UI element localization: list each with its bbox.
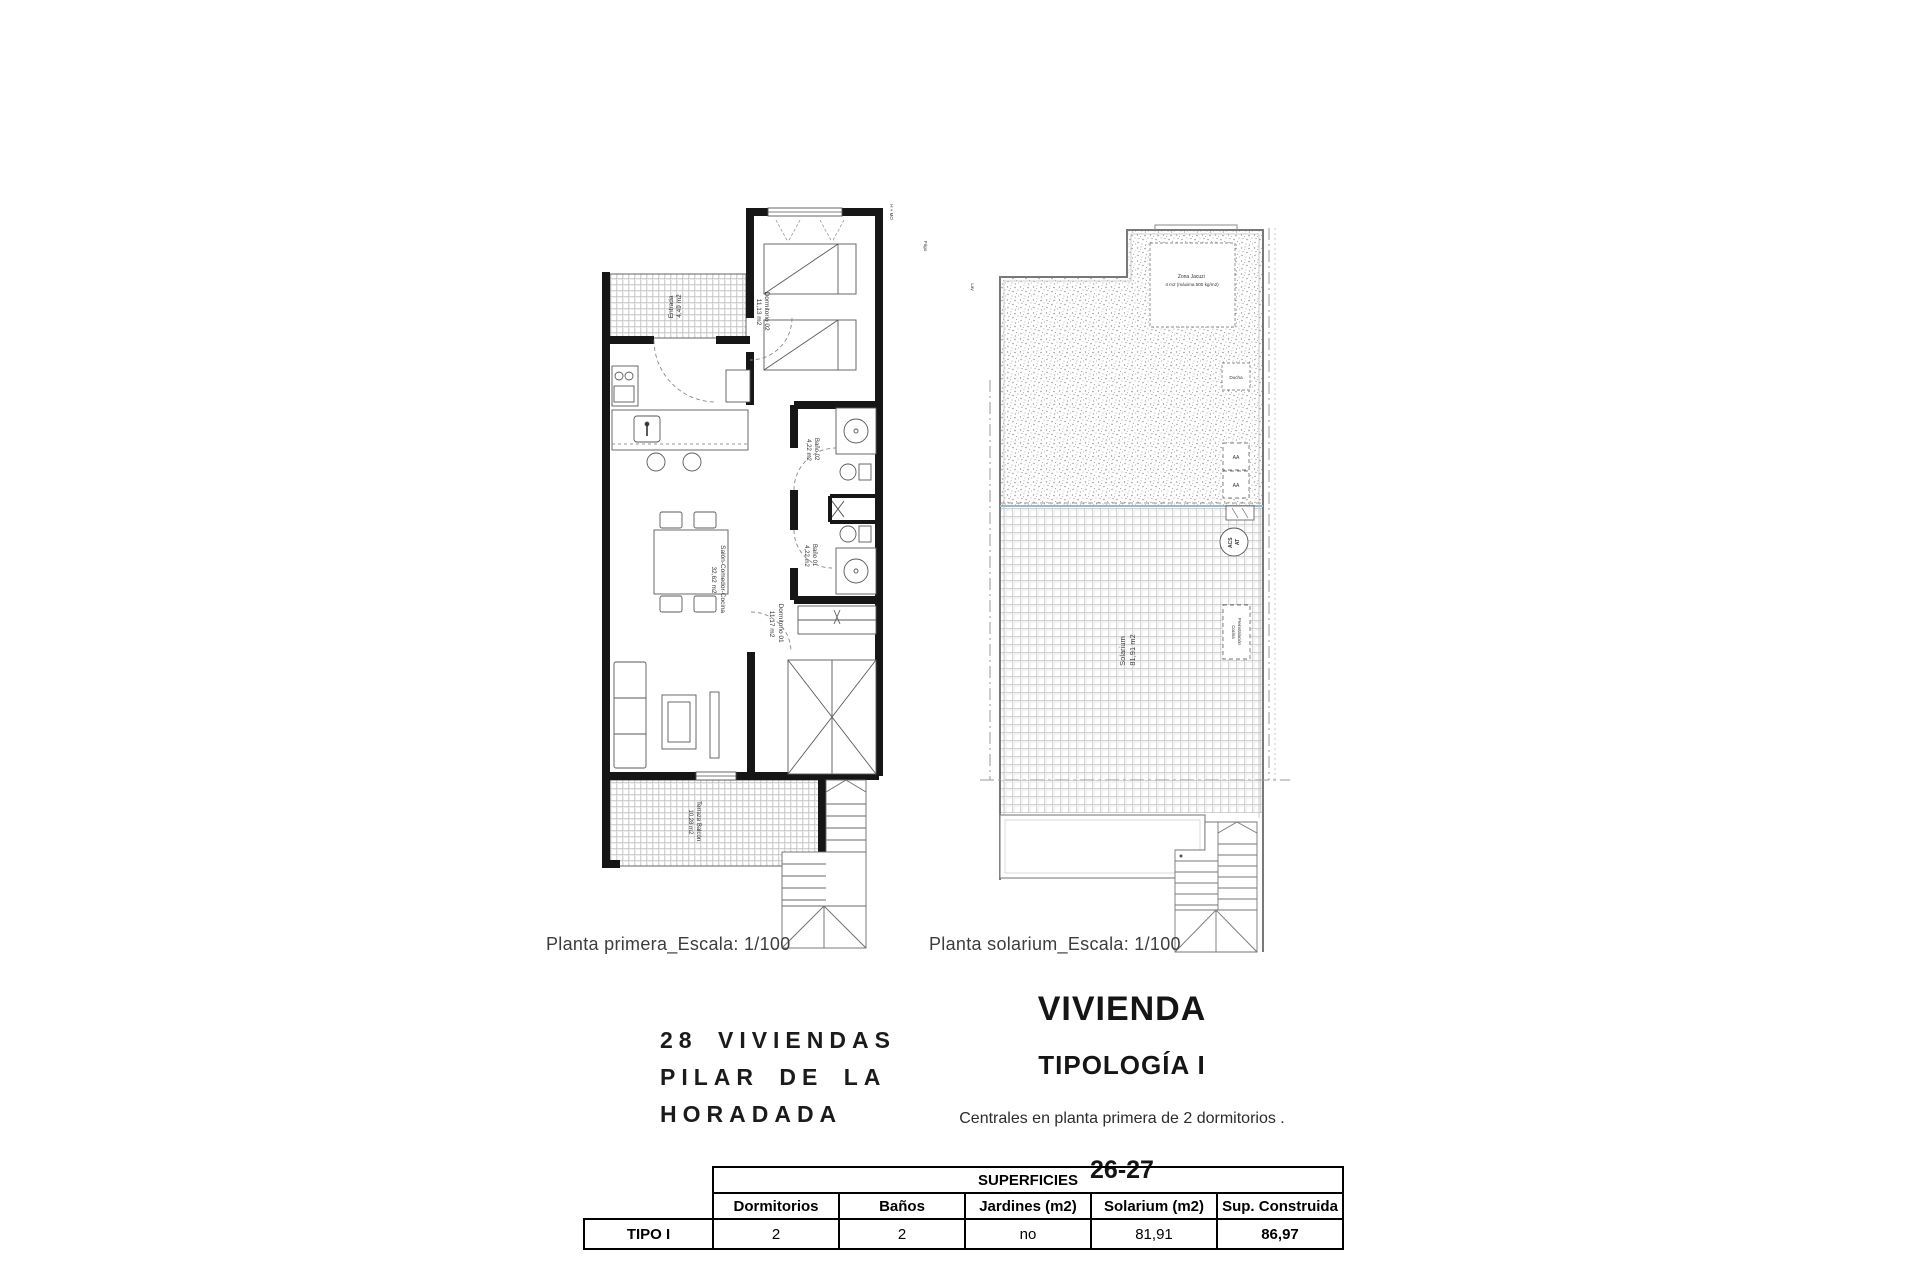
solarium-area: 81,91 m2 (1128, 634, 1137, 666)
jacuzzi-label-1: Zona Jacuzi (1177, 274, 1205, 280)
solarium-caption: Planta solarium_Escala: 1/100 (929, 934, 1181, 954)
dorm02-area: 11,13 m2 (755, 298, 762, 326)
project-title (660, 1022, 896, 1133)
first-floor-plan (598, 200, 975, 980)
unit-numbers: 26-27 (1090, 1156, 1154, 1184)
val-banos: 2 (839, 1219, 965, 1249)
preinst-label-2: Cocina (1231, 625, 1236, 639)
dorm01-area: 11,17 m2 (768, 610, 775, 638)
val-jardines: no (965, 1219, 1091, 1249)
at-label: AT (1235, 538, 1241, 546)
col-solarium: Solarium (m2) (1091, 1193, 1217, 1219)
salon-label: Salón-Comedor-Cocina (719, 545, 726, 614)
terraza-label: Terraza Balcón (695, 801, 701, 842)
aa-label-2: AA (1232, 483, 1240, 489)
col-jardines: Jardines (m2) (965, 1193, 1091, 1219)
entrada-balcony (610, 274, 746, 338)
hmo-label: H + MO (889, 204, 894, 220)
typology-description: Centrales en planta primera de 2 dormitorios . (959, 1110, 1285, 1127)
dorm01-label: Dormitorio 01 (777, 603, 784, 643)
kitchen-preinstall (1223, 605, 1250, 659)
bathroom-01 (836, 526, 876, 594)
terrace-door (696, 772, 736, 780)
lav-label: Lav (970, 283, 975, 291)
dwelling-title: VIVIENDA (1037, 990, 1207, 1028)
bano01-label: Baño 01 (811, 543, 817, 567)
salon-area: 32,62 m2 (710, 566, 717, 594)
project-title-line3: HORADADA (660, 1101, 843, 1127)
sofa-tv (614, 662, 719, 768)
ducha-label: Ducha (1229, 375, 1243, 380)
typology-title: TIPOLOGÍA I (1038, 1050, 1206, 1080)
svg-text:Dormitorio 02 11,13 m2 (755, 292, 770, 333)
bathroom-02 (836, 408, 876, 480)
col-banos: Baños (839, 1193, 965, 1219)
beds-dorm02 (764, 244, 856, 370)
solarium-plan (980, 220, 1300, 960)
surfaces-table (583, 1166, 1344, 1250)
col-dormitorios: Dormitorios (713, 1193, 839, 1219)
kitchen (612, 366, 750, 471)
acs-label: ACS (1228, 537, 1234, 548)
table-title: SUPERFICIES (713, 1167, 1343, 1193)
frigo-label: Frigo (923, 240, 928, 252)
preinst-label-1: Preinstalación (1237, 617, 1242, 645)
dorm02-label: Dormitorio 02 (763, 291, 770, 331)
solarium-label: Solarium (1118, 636, 1127, 666)
project-title-line2: PILAR DE LA (660, 1064, 887, 1090)
dining-set (654, 512, 728, 612)
terraza-area: 10,28 m2 (687, 809, 693, 835)
val-sup-construida: 86,97 (1217, 1219, 1343, 1249)
shower-box (1222, 363, 1250, 390)
val-solarium: 81,91 (1091, 1219, 1217, 1249)
window-dorm02 (768, 208, 842, 216)
col-sup-construida: Sup. Construida (1217, 1193, 1343, 1219)
val-dormitorios: 2 (713, 1219, 839, 1249)
bano02-area: 4,22 m2 (805, 439, 811, 461)
entrada-area: 4,49 m2 (676, 294, 683, 318)
row-label: TIPO I (584, 1219, 713, 1249)
first-floor-caption: Planta primera_Escala: 1/100 (546, 934, 791, 954)
curtain-dashes (776, 220, 844, 242)
aa-label-1: AA (1232, 455, 1240, 461)
svg-text:Dormitorio 01 11,17 m2 (768, 604, 784, 645)
jacuzzi-label-2: 4 m2 (máxima 500 kg/m2) (1165, 282, 1219, 287)
svg-text:Solarium 81,91 m2 (1118, 634, 1137, 666)
bano02-label: Baño 02 (813, 437, 819, 461)
dorm01-furniture (788, 606, 876, 774)
jacuzzi-zone (1150, 243, 1235, 327)
entrada-label: Entrada (668, 295, 675, 319)
svg-text:Entrada 4,49 m2 (668, 294, 683, 319)
bano01-area: 4,22 m2 (803, 545, 809, 567)
project-title-line1: 28 VIVIENDAS (660, 1027, 896, 1053)
planter-band (1000, 815, 1205, 878)
svg-text:Baño 02 4,22 m2 (805, 438, 819, 462)
